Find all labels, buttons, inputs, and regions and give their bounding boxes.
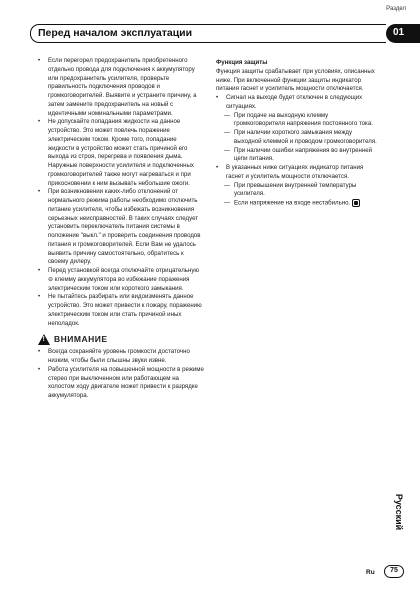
dash-icon: — xyxy=(224,199,231,206)
warning-title: ВНИМАНИЕ xyxy=(54,334,108,345)
section-label: Раздел xyxy=(386,6,406,12)
bullet-text: Работа усилителя на повышенной мощности в режиме стерео при выключенном или работающем на холостом ходу двигателе может привести к разрядке аккумулятора. xyxy=(48,365,204,399)
dash-item xyxy=(216,199,380,208)
dash-item xyxy=(216,182,380,200)
left-column xyxy=(38,57,204,401)
dash-item xyxy=(216,112,380,130)
dash-icon: — xyxy=(224,146,231,154)
dash-item xyxy=(216,147,380,165)
language-label: Русский xyxy=(394,493,404,531)
footer-lang-code: Ru xyxy=(366,569,375,576)
list-item xyxy=(38,293,204,328)
bullet-icon: • xyxy=(38,348,41,356)
bullet-icon: • xyxy=(38,293,41,301)
list-item xyxy=(38,57,204,118)
right-column xyxy=(216,57,380,208)
bullet-text: При возникновении каких-либо отклонений от нормального режима работы необходимо отключить питание усилителя, чтобы избежать возникновения серьезных неисправностей. В таких случаях следует установить переключатель питания системы в положение "выкл." и проверить соединения проводов питания и громкоговорителей. Если Вам не удалось выявить причину самостоятельно, обратитесь к своему дилеру. xyxy=(48,188,201,266)
bullet-icon: • xyxy=(216,94,219,101)
bullet-text: Не допускайте попадания жидкости на данное устройство. Это может повлечь поражение электрическим током. Кроме того, попадание жидкости в устройство может стать причиной его выхода из строя, перегрева и появления дыма. xyxy=(48,118,188,161)
dash-text: При наличии ошибки напряжения во внутренней цепи питания. xyxy=(234,146,373,163)
list-item xyxy=(216,94,380,112)
bullet-icon: • xyxy=(216,164,219,171)
list-item xyxy=(216,164,380,182)
list-item xyxy=(38,118,204,188)
warning-icon: ! xyxy=(38,334,50,345)
bullet-icon: • xyxy=(38,57,41,64)
bullet-icon: • xyxy=(38,267,41,274)
dash-text xyxy=(234,199,380,208)
bullet-text-extra: Наружные поверхности усилителя и подключенных громкоговорителей также могут нагреваться и при прикосновении к ним вызывать небольшие ожоги. xyxy=(48,162,194,187)
language-tab xyxy=(393,482,405,542)
list-item xyxy=(38,188,204,267)
page-number: 75 xyxy=(384,565,404,578)
warning-heading xyxy=(38,334,204,345)
bullet-text: Если перегорел предохранитель приобретенного отдельно провода для подключения к аккумулятору или предохранитель усилителя, проверьте правильность подключения проводов и громкоговорителей. Выявите и устраните причину, а затем замените предохранитель на новый с идентичными номинальными параметрами. xyxy=(48,57,197,117)
dash-text-content: Если напряжение на входе нестабильно. xyxy=(234,199,351,207)
list-item xyxy=(38,267,204,293)
end-mark-icon xyxy=(352,199,360,207)
dash-text: При подаче на выходную клемму громкоговорителя напряжения постоянного тока. xyxy=(234,111,373,128)
bullet-text: Перед установкой всегда отключайте отрицательную ⊖ клемму аккумулятора во избежание поражения электрическим током или короткого замыкания. xyxy=(48,267,199,292)
list-item xyxy=(38,348,204,366)
bullet-text: В указанных ниже ситуациях индикатор питания гаснет и усилитель мощности отключается. xyxy=(226,164,364,180)
dash-text: При наличии короткого замыкания между выходной клеммой и проводом громкоговорителя. xyxy=(234,129,377,145)
dash-item xyxy=(216,129,380,147)
list-item xyxy=(38,366,204,401)
section-heading: Функция защиты xyxy=(216,59,268,66)
page-title: Перед началом эксплуатации xyxy=(38,27,193,39)
dash-icon: — xyxy=(224,129,231,136)
bullet-icon: • xyxy=(38,118,41,126)
dash-text: При превышении внутренней температуры усилителя. xyxy=(234,181,357,198)
bullet-icon: • xyxy=(38,365,41,373)
bullet-text: Сигнал на выходе будет отключен в следующих ситуациях. xyxy=(226,94,363,110)
bullet-text: Не пытайтесь разбирать или видоизменять данное устройство. Это может привести к пожару, поражению электрическим током или стать причиной иных неполадок. xyxy=(48,293,202,327)
intro-text: Функция защиты срабатывает при условиях, описанных ниже. При включенной функции защиты индикатор питания гаснет и усилитель мощности отключается. xyxy=(216,67,375,93)
dash-icon: — xyxy=(224,111,231,119)
dash-icon: — xyxy=(224,181,231,189)
bullet-text: Всегда сохраняйте уровень громкости достаточно низким, чтобы были слышны звуки извне. xyxy=(48,348,190,364)
section-number: 01 xyxy=(393,27,405,38)
bullet-icon: • xyxy=(38,188,41,196)
